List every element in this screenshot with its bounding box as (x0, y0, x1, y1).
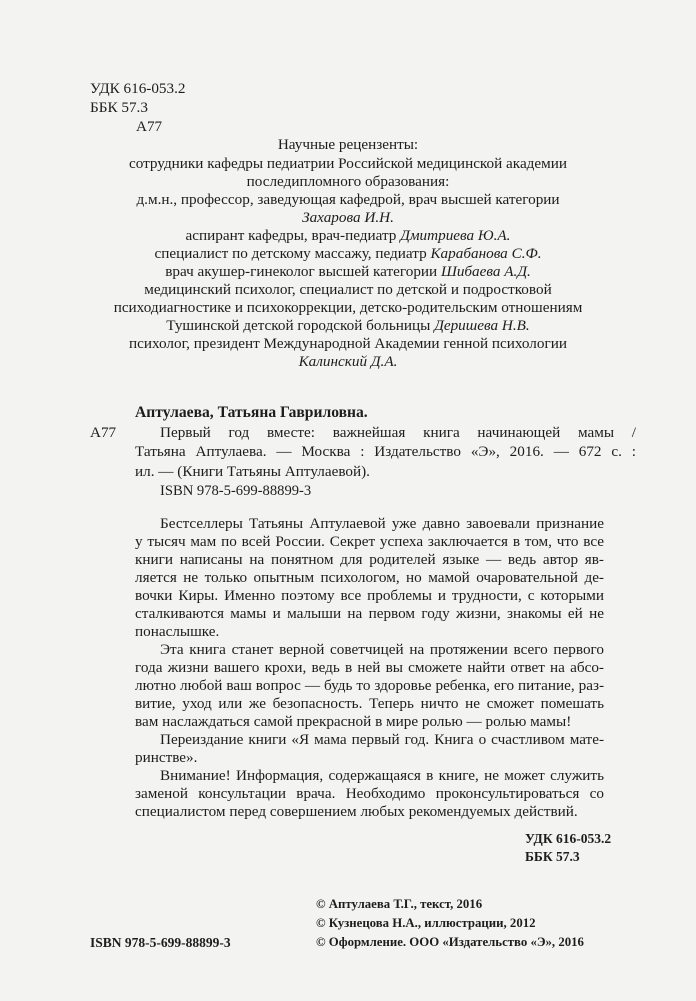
annotation-line: Внимание! Информация, содержащаяся в книге, не может служить (160, 767, 604, 784)
reviewers-line: медицинский психолог, специалист по детской и подростковой (144, 281, 552, 298)
copyright-line: © Аптулаева Т.Г., текст, 2016 (316, 897, 483, 911)
author-sign-top: А77 (136, 118, 163, 135)
biblio-line: ил. — (Книги Татьяны Аптулаевой). (135, 463, 370, 480)
copyright-line: © Оформление. ООО «Издательство «Э», 2016 (316, 935, 584, 949)
annotation-line: ляется не только опытным психологом, но мамой очаровательной де- (135, 569, 604, 586)
annotation-line: Переиздание книги «Я мама первый год. Книга о счастливом мате- (160, 731, 604, 748)
author-heading: Аптулаева, Татьяна Гавриловна. (135, 404, 368, 421)
reviewer-name: Калинский Д.А. (298, 353, 398, 370)
annotation-line: вочки Киры. Именно поэтому все проблемы и трудности, с которыми (135, 587, 604, 604)
reviewer-role: аспирант кафедры, врач-педиатр (185, 227, 401, 244)
reviewers-line: сотрудники кафедры педиатрии Российской медицинской академии (128, 155, 568, 172)
annotation-line: заменой консультации врача. Необходимо проконсультироваться со (135, 785, 604, 802)
reviewers-line: последипломного образования: (246, 173, 450, 190)
reviewers-line: психолог, президент Международной Академии генной психологии (129, 335, 567, 352)
annotation-line: лютно любой ваш вопрос — будь то здоровье ребенка, его питание, раз- (135, 677, 604, 694)
annotation-line: сталкиваются мамы и малыши на первом году жизни, знакомы ей не (135, 605, 604, 622)
annotation-line: ринстве». (135, 749, 198, 766)
udk-code-top: УДК 616-053.2 (90, 80, 186, 97)
reviewer-role: специалист по детскому массажу, педиатр (154, 245, 431, 262)
reviewers-line (0, 317, 696, 335)
annotation-line: у тысяч мам по всей России. Секрет успеха заключается в том, что все (135, 533, 604, 550)
reviewer-role: Тушинской детской городской больницы (166, 317, 435, 334)
reviewer-name: Дмитриева Ю.А. (400, 227, 511, 244)
isbn-bottom: ISBN 978-5-699-88899-3 (90, 935, 231, 950)
reviewer-name: Шибаева А.Д. (440, 263, 531, 280)
reviewers-heading: Научные рецензенты: (277, 136, 419, 153)
annotation-line: книги написаны на понятном для родителей языке — ведь автор яв- (135, 551, 604, 568)
annotation-line: витие, уход или же безопасность. Теперь ничто не сможет помешать (135, 695, 604, 712)
reviewer-name: Деришева Н.В. (434, 317, 530, 334)
reviewers-line (0, 227, 696, 245)
reviewers-line: д.м.н., профессор, заведующая кафедрой, врач высшей категории (136, 191, 560, 208)
biblio-line: Татьяна Аптулаева. — Москва : Издательство «Э», 2016. — 672 с. : (135, 443, 636, 460)
bbk-code-bottom: ББК 57.3 (525, 849, 580, 864)
reviewer-name: Карабанова С.Ф. (430, 245, 542, 262)
annotation-line: вам наслаждаться самой прекрасной в мире ролью — ролью мамы! (135, 713, 572, 730)
isbn-line: ISBN 978-5-699-88899-3 (160, 483, 312, 499)
annotation-line: Эта книга станет верной советчицей на протяжении всего первого (160, 641, 604, 658)
reviewers-line (0, 245, 696, 263)
udk-code-bottom: УДК 616-053.2 (525, 831, 612, 846)
reviewers-line: психодиагностике и психокоррекции, детско-родительским отношениям (113, 299, 583, 316)
reviewer-role: врач акушер-гинеколог высшей категории (165, 263, 441, 280)
biblio-line: Первый год вместе: важнейшая книга начинающей мамы / (160, 424, 636, 441)
reviewers-line (0, 263, 696, 281)
bbk-code-top: ББК 57.3 (90, 99, 148, 116)
author-sign: А77 (90, 424, 117, 441)
annotation-line: Бестселлеры Татьяны Аптулаевой уже давно завоевали признание (160, 515, 604, 532)
annotation-line: понаслышке. (135, 623, 220, 640)
annotation-line: специалистом перед совершением любых рекомендуемых действий. (135, 803, 578, 820)
copyright-line: © Кузнецова Н.А., иллюстрации, 2012 (316, 916, 536, 930)
annotation-line: года жизни вашего крохи, ведь в ней вы сможете найти ответ на абсо- (135, 659, 604, 676)
reviewer-name: Захарова И.Н. (302, 209, 394, 226)
